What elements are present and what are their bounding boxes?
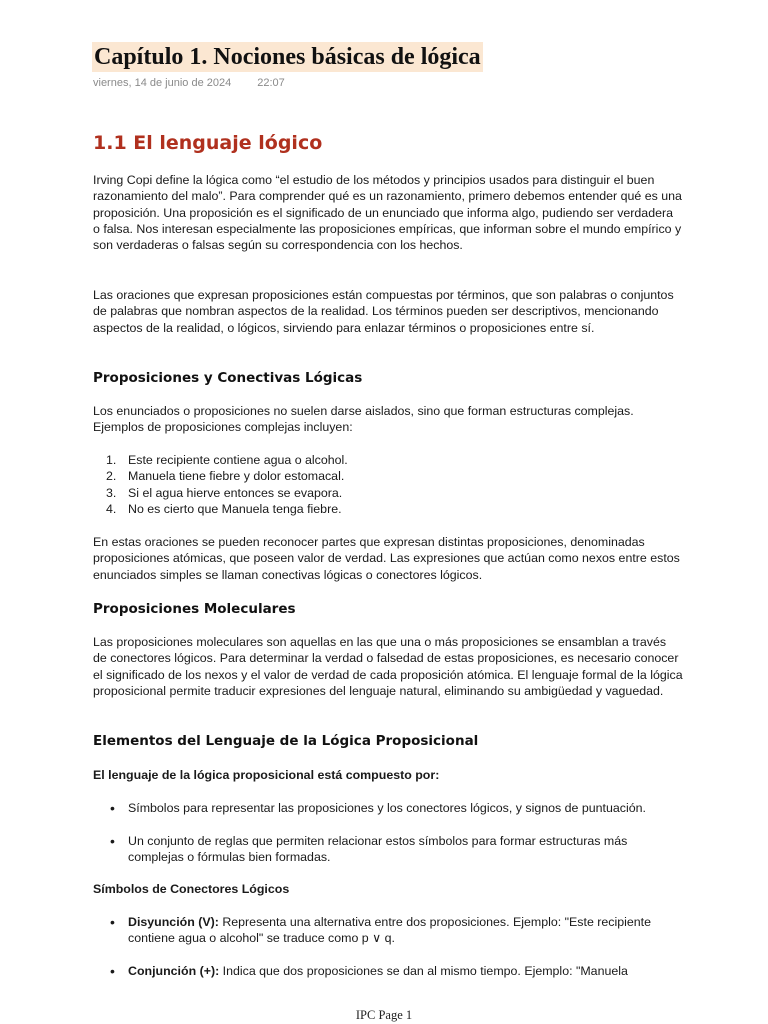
list-item: 4. No es cierto que Manuela tenga fiebre.: [106, 501, 342, 516]
list-item: • Disyunción (V): Representa una alternativa entre dos proposiciones. Ejemplo: "Este recipiente contiene agua o alcohol" se traduce como p ∨ q.: [110, 914, 651, 946]
examples-list: [93, 452, 653, 517]
heading-moleculares: Proposiciones Moleculares: [93, 601, 296, 617]
heading-elementos: Elementos del Lenguaje de la Lógica Proposicional: [93, 733, 479, 749]
section-heading: 1.1 El lenguaje lógico: [93, 132, 323, 154]
elementos-list: [93, 800, 683, 816]
bullet-icon: •: [110, 914, 115, 930]
paragraph-terminos: Las oraciones que expresan proposiciones están compuestas por términos, que son palabras o conjuntos de palabras que nombran aspectos de la realidad. Los términos pueden ser descriptivos, mencionando aspectos de la realidad, o lógicos, sirviendo para enlazar términos o proposiciones entre sí.: [93, 288, 674, 335]
conectores-list-2: [93, 963, 683, 979]
list-item: • Un conjunto de reglas que permiten relacionar estos símbolos para formar estructuras más complejas o fórmulas bien formadas.: [110, 833, 628, 865]
bullet-icon: •: [110, 833, 115, 849]
bullet-icon: •: [110, 800, 115, 816]
paragraph-conectivas-outro: En estas oraciones se pueden reconocer partes que expresan distintas proposiciones, denominadas proposiciones atómicas, que poseen valor de verdad. Las expresiones que actúan como nexos entre estos enunciados simples se llaman conectivas lógicas o conectores lógicos.: [93, 535, 680, 582]
elementos-intro: El lenguaje de la lógica proposicional está compuesto por:: [93, 768, 440, 782]
paragraph-moleculares: Las proposiciones moleculares son aquellas en las que una o más proposiciones se ensamblan a través de conectores lógicos. Para determinar la verdad o falsedad de estas proposiciones, es necesario conocer el significado de los nexos y el valor de verdad de cada proposición atómica. El lenguaje formal de la lógica proposicional permite traducir expresiones del lenguaje natural, eliminando su ambigüedad y vaguedad.: [93, 635, 683, 698]
list-item: • Símbolos para representar las proposiciones y los conectores lógicos, y signos de puntuación.: [110, 800, 646, 816]
paragraph-copi: Irving Copi define la lógica como “el estudio de los métodos y principios usados para distinguir el buen razonamiento del malo”. Para comprender qué es un razonamiento, primero debemos entender qué es una proposición. Una proposición es el significado de un enunciado que informa algo, pudiendo ser verdadera o falsa. Nos interesan especialmente las proposiciones empíricas, que informan sobre el mundo empírico y son verdaderas o falsas según su correspondencia con los hechos.: [93, 173, 682, 253]
page-time: 22:07: [257, 77, 285, 89]
page-title: Capítulo 1. Nociones básicas de lógica: [94, 44, 481, 70]
page-footer: IPC Page 1: [355, 1008, 413, 1022]
conectores-list: [93, 914, 683, 947]
paragraph-conectivas-intro: Los enunciados o proposiciones no suelen darse aislados, sino que forman estructuras complejas. Ejemplos de proposiciones complejas incluyen:: [93, 404, 634, 435]
page-date: viernes, 14 de junio de 2024: [93, 77, 232, 89]
list-item: • Conjunción (+): Indica que dos proposiciones se dan al mismo tiempo. Ejemplo: "Manuela: [110, 963, 628, 979]
simbolos-heading: Símbolos de Conectores Lógicos: [93, 882, 290, 896]
list-item: 1. Este recipiente contiene agua o alcohol.: [106, 453, 348, 467]
page-meta: [93, 76, 285, 90]
list-item: 2. Manuela tiene fiebre y dolor estomacal.: [106, 469, 345, 484]
heading-conectivas: Proposiciones y Conectivas Lógicas: [93, 370, 363, 386]
list-item: 3. Si el agua hierve entonces se evapora.: [106, 485, 343, 500]
elementos-list-2: [93, 833, 683, 866]
bullet-icon: •: [110, 963, 115, 979]
